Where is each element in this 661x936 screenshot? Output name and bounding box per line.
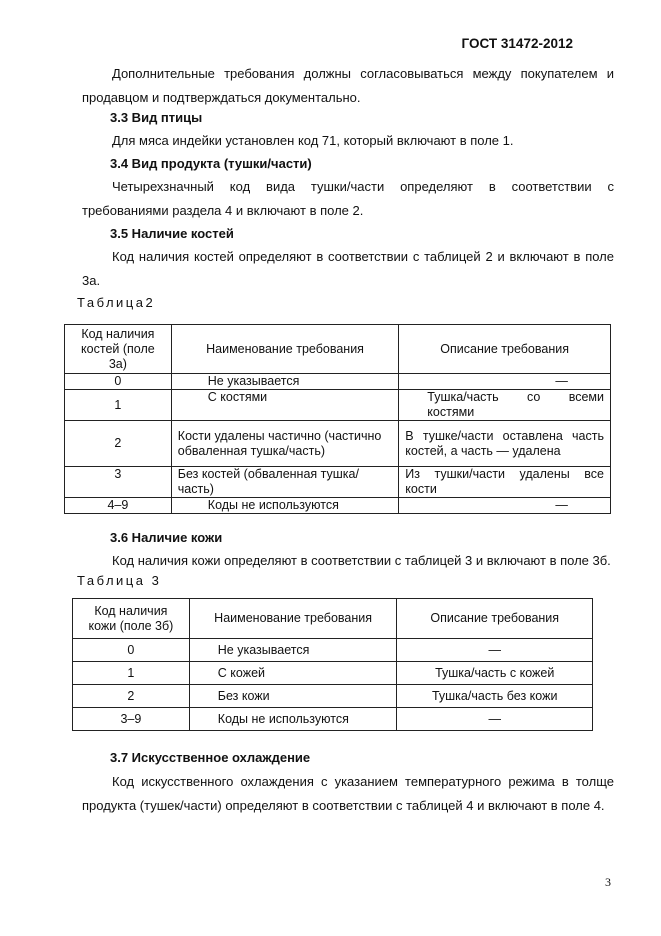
section-3-5-text: Код наличия костей определяют в соответствии с таблицей 2 и включают в поле 3а.	[82, 249, 614, 288]
section-3-7-text: Код искусственного охлаждения с указанием температурного режима в толще продукта (тушек/части) определяют в соответствии с таблицей 4 и включают в поле 4.	[82, 774, 614, 813]
table-cell-desc: Тушка/часть без кожи	[397, 685, 593, 708]
table-cell-desc: Из тушки/части удалены все кости	[399, 467, 611, 498]
document-header: ГОСТ 31472-2012	[461, 36, 573, 51]
section-3-5-title: 3.5 Наличие костей	[110, 226, 234, 241]
section-3-6-text: Код наличия кожи определяют в соответствии с таблицей 3 и включают в поле 3б.	[112, 553, 611, 568]
table-cell-code: 0	[65, 374, 172, 390]
table-row	[73, 662, 593, 685]
section-3-4-text: Четырехзначный код вида тушки/части определяют в соответствии с требованиями раздела 4 и включают в поле 2.	[82, 179, 614, 218]
table-row	[65, 390, 611, 421]
table-cell-name: Коды не используются	[171, 498, 399, 514]
section-3-7-title: 3.7 Искусственное охлаждение	[110, 750, 311, 765]
table-cell-name: Без костей (обваленная тушка/часть)	[171, 467, 399, 498]
table-cell-name: С костями	[171, 390, 399, 421]
table-row	[73, 685, 593, 708]
table-3-header-row	[73, 599, 593, 639]
table-3-header-desc: Описание требования	[397, 599, 593, 639]
table-3-caption: Таблица 3	[77, 573, 162, 588]
table-cell-code: 2	[73, 685, 190, 708]
table-row	[73, 639, 593, 662]
table-cell-desc: —	[397, 708, 593, 731]
table-cell-code: 1	[73, 662, 190, 685]
section-3-3-text: Для мяса индейки установлен код 71, который включают в поле 1.	[112, 133, 514, 148]
table-cell-code: 2	[65, 421, 172, 467]
table-row	[73, 708, 593, 731]
table-cell-code: 4–9	[65, 498, 172, 514]
table-row	[65, 467, 611, 498]
table-2-caption: Таблица2	[77, 295, 156, 310]
table-row	[65, 498, 611, 514]
table-cell-desc: —	[397, 639, 593, 662]
table-cell-name: Не указывается	[189, 639, 397, 662]
section-3-3-title: 3.3 Вид птицы	[110, 110, 203, 125]
table-cell-code: 3	[65, 467, 172, 498]
intro-paragraph: Дополнительные требования должны согласовываться между покупателем и продавцом и подтверждаться документально.	[82, 66, 614, 105]
table-cell-code: 0	[73, 639, 190, 662]
section-3-4-title: 3.4 Вид продукта (тушки/части)	[110, 156, 312, 171]
table-cell-name: Коды не используются	[189, 708, 397, 731]
table-cell-name: Не указывается	[171, 374, 399, 390]
table-cell-code: 1	[65, 390, 172, 421]
table-cell-name: Без кожи	[189, 685, 397, 708]
table-2-header-desc: Описание требования	[399, 325, 611, 374]
table-3-header-name: Наименование требования	[189, 599, 397, 639]
section-3-6-title: 3.6 Наличие кожи	[110, 530, 223, 545]
page-number: 3	[605, 875, 611, 889]
table-cell-code: 3–9	[73, 708, 190, 731]
table-2-header-row	[65, 325, 611, 374]
table-cell-desc: В тушке/части оставлена часть костей, а часть — удалена	[399, 421, 611, 467]
table-cell-desc: —	[399, 498, 611, 514]
table-2	[64, 324, 611, 514]
table-cell-name: С кожей	[189, 662, 397, 685]
table-2-header-name: Наименование требования	[171, 325, 399, 374]
table-cell-desc: —	[399, 374, 611, 390]
table-cell-desc: Тушка/часть со всеми костями	[399, 390, 611, 421]
table-3	[72, 598, 593, 731]
table-2-header-code: Код наличия костей (поле 3а)	[65, 325, 172, 374]
table-cell-desc: Тушка/часть с кожей	[397, 662, 593, 685]
table-row	[65, 374, 611, 390]
table-row	[65, 421, 611, 467]
table-cell-name: Кости удалены частично (частично обваленная тушка/часть)	[171, 421, 399, 467]
table-3-header-code: Код наличия кожи (поле 3б)	[73, 599, 190, 639]
